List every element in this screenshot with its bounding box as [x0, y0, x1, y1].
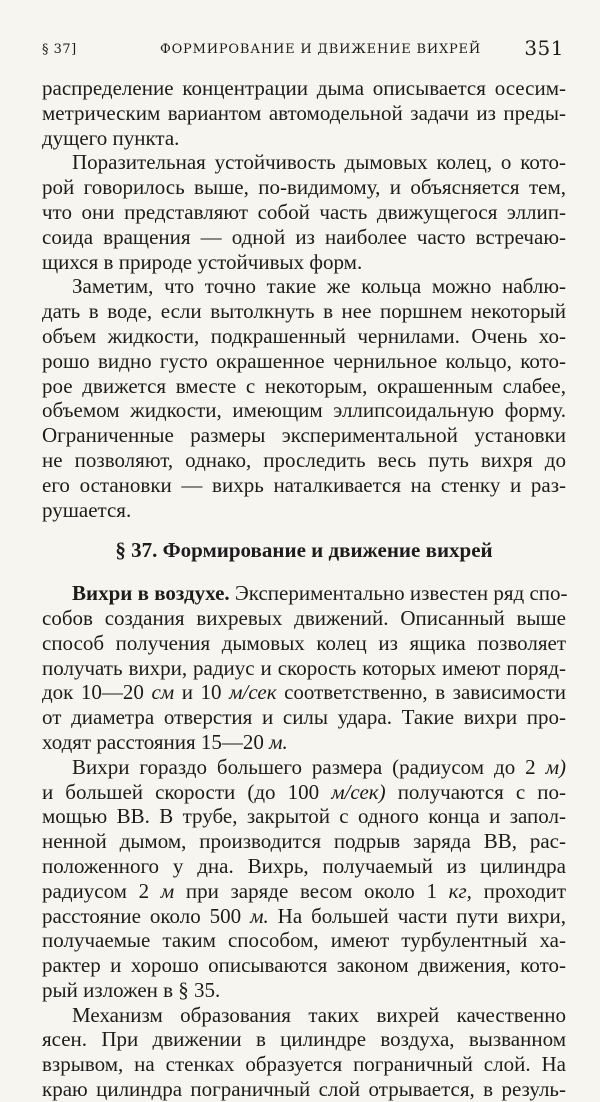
text-line: Заметим, что точно такие же кольца можно наблю-	[72, 274, 566, 299]
text-line: получаемые таким способом, имеют турбулентный ха-	[42, 928, 566, 953]
text-line: Механизм образования таких вихрей качественно	[72, 1002, 566, 1027]
text-line: получать вихри, радиус и скорость которых имеют поряд-	[42, 655, 566, 680]
text-line: Ограниченные размеры экспериментальной установки	[42, 423, 566, 448]
text-line: распределение концентрации дыма описывается осесим-	[42, 76, 566, 100]
text-line: положенного у дна. Вихрь, получаемый из цилиндра	[42, 853, 566, 878]
paragraph	[42, 274, 566, 522]
text-line: взрывом, на стенках образуется пограничный слой. На	[42, 1052, 566, 1077]
text-line: и большей скорости (до 100 м/сек) получаются с по-	[42, 779, 567, 804]
paragraph	[42, 755, 566, 1003]
text-line: рошо видно густо окрашенное чернильное кольцо, кото-	[42, 348, 566, 373]
text-line: метрическим вариантом автомодельной задачи из преды-	[42, 100, 566, 125]
text-line: дать в воде, если вытолкнуть в нее поршнем некоторый	[42, 299, 566, 324]
page-number: 351	[524, 36, 564, 60]
text-line: мощью ВВ. В трубе, закрытой с одного конца и запол-	[42, 804, 566, 829]
paragraph	[42, 581, 566, 755]
runin-heading: Вихри в воздухе.	[72, 581, 230, 606]
text-line: Вихри в воздухе. Экспериментально известен ряд спо-	[72, 581, 568, 606]
main-text	[42, 76, 566, 1102]
text-line: Вихри гораздо большего размера (радиусом до 2 м)	[72, 754, 566, 779]
text-line: от диаметра отверстия и силы удара. Такие вихри про-	[42, 705, 566, 730]
text-line: рушается.	[42, 497, 132, 522]
text-line: объемом жидкости, имеющим эллипсоидальную форму.	[42, 398, 566, 423]
text-line: док 10—20 см и 10 м/сек соответственно, в зависимости	[42, 680, 567, 705]
paragraph	[42, 76, 566, 150]
text-line: Поразительная устойчивость дымовых колец, о кото-	[72, 150, 566, 175]
running-title: ФОРМИРОВАНИЕ И ДВИЖЕНИЕ ВИХРЕЙ	[160, 42, 481, 57]
text-line: дущего пункта.	[42, 125, 180, 150]
section-reference: § 37]	[42, 42, 77, 57]
text-line: его остановки — вихрь наталкивается на стенку и раз-	[42, 472, 566, 497]
text-line: краю цилиндра пограничный слой отрывается, в резуль-	[42, 1077, 566, 1102]
text-line: радиусом 2 м при заряде весом около 1 кг, проходит	[42, 878, 567, 903]
text-line: щихся в природе устойчивых форм.	[42, 249, 363, 274]
text-line: рый изложен в § 35.	[42, 977, 221, 1002]
paragraph	[42, 1003, 566, 1102]
running-head	[42, 36, 566, 66]
text-line: ходят расстояния 15—20 м.	[42, 729, 288, 754]
text-line: способ получения дымовых колец из ящика позволяет	[42, 630, 566, 655]
text-line: ясен. При движении в цилиндре воздуха, вызванном	[42, 1027, 566, 1052]
text-line: рактер и хорошо описываются законом движения, кото-	[42, 953, 566, 978]
text-line: что они представляют собой часть движущегося эллип-	[42, 199, 566, 224]
text-line: рой говорилось выше, по-видимому, и объясняется тем,	[42, 175, 566, 200]
text-line: соида вращения — одной из наиболее часто встречаю-	[42, 224, 566, 249]
paragraph	[42, 150, 566, 274]
section-heading: § 37. Формирование и движение вихрей	[115, 538, 493, 563]
text-line: объем жидкости, подкрашенный чернилами. Очень хо-	[42, 323, 566, 348]
text-line: не позволяют, однако, проследить весь путь вихря до	[42, 447, 566, 472]
text-line: собов создания вихревых движений. Описанный выше	[42, 605, 566, 630]
text-line: рое движется вместе с некоторым, окрашенным слабее,	[42, 373, 566, 398]
text-line: расстояние около 500 м. На большей части пути вихри,	[42, 903, 567, 928]
text-line: ненной дымом, производится подрыв заряда ВВ, рас-	[42, 829, 566, 854]
